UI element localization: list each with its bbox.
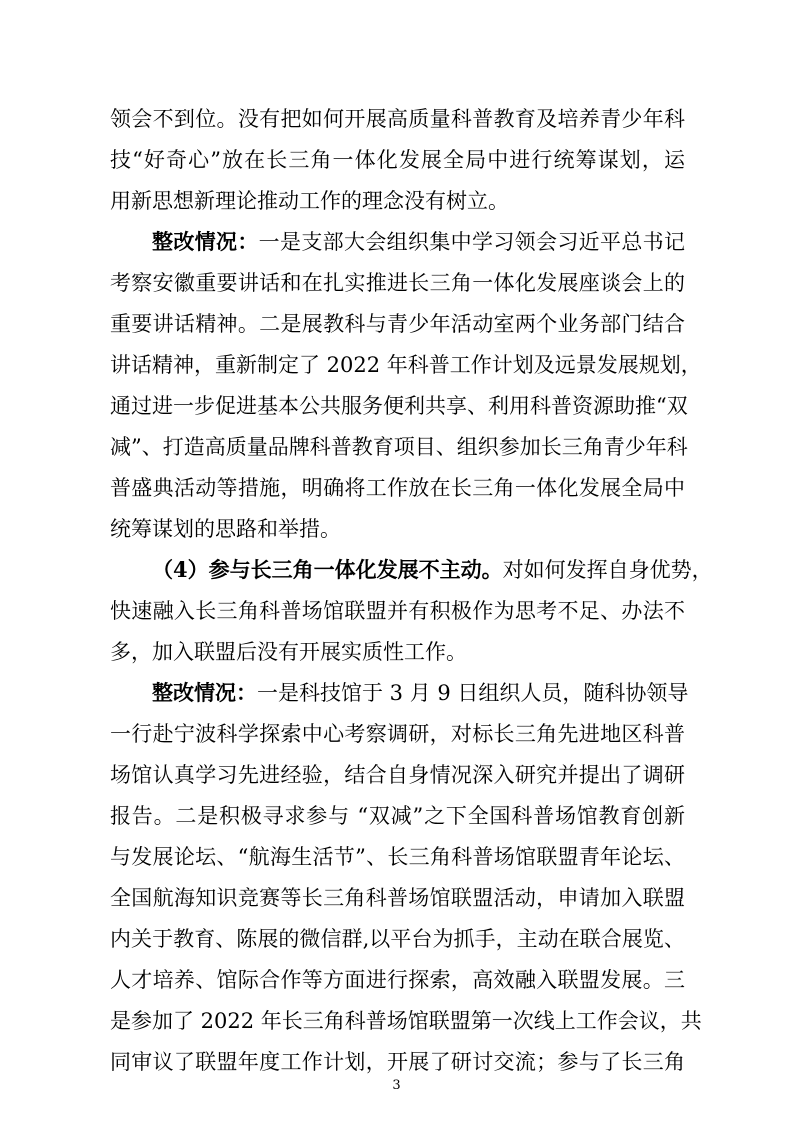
paragraph-4-line-10: 同审议了联盟年度工作计划，开展了研讨交流；参与了长三角 [110,1050,685,1074]
paragraph-2-line-6: 减”、打造高质量品牌科普教育项目、组织参加长三角青少年科 [110,435,688,459]
issue-heading: （4）参与长三角一体化发展不主动。 [152,557,503,582]
paragraph-2-line-3: 重要讲话精神。二是展教科与青少年活动室两个业务部门结合 [110,312,685,336]
paragraph-1-line-2: 技“好奇心”放在长三角一体化发展全局中进行统筹谋划，运 [110,148,685,172]
paragraph-4-line-7: 内关于教育、陈展的微信群,以平台为抓手，主动在联合展览、 [110,927,685,951]
paragraph-2-line-5: 通过进一步促进基本公共服务便利共享、利用科普资源助推“双 [110,394,688,418]
paragraph-4-line-1: 整改情况：一是科技馆于 3 月 9 日组织人员，随科协领导 [152,680,689,705]
paragraph-4-line-4: 报告。二是积极寻求参与 “双减”之下全国科普场馆教育创新 [110,804,685,828]
paragraph-2-line-1: 整改情况：一是支部大会组织集中学习领会习近平总书记 [152,229,686,254]
paragraph-2-line-8: 统筹谋划的思路和举措。 [110,517,341,541]
paragraph-4-line-8: 人才培养、馆际合作等方面进行探索，高效融入联盟发展。三 [110,968,685,992]
paragraph-3-line-2: 快速融入长三角科普场馆联盟并有积极作为思考不足、办法不 [110,599,685,623]
paragraph-1-line-1: 领会不到位。没有把如何开展高质量科普教育及培养青少年科 [110,107,685,131]
paragraph-4-line-9: 是参加了 2022 年长三角科普场馆联盟第一次线上工作会议，共 [110,1009,702,1033]
paragraph-4-line-3: 场馆认真学习先进经验，结合自身情况深入研究并提出了调研 [110,763,685,787]
paragraph-4-line-2: 一行赴宁波科学探索中心考察调研，对标长三角先进地区科普 [110,722,685,746]
paragraph-2-line-7: 普盛典活动等措施，明确将工作放在长三角一体化发展全局中 [110,476,685,500]
rectification-heading: 整改情况： [152,229,259,254]
paragraph-3-line-1: （4）参与长三角一体化发展不主动。对如何发挥自身优势， [152,557,713,582]
rectification-heading: 整改情况： [152,680,257,705]
paragraph-4-line-5: 与发展论坛、“航海生活节”、长三角科普场馆联盟青年论坛、 [110,845,685,869]
paragraph-1-line-3: 用新思想新理论推动工作的理念没有树立。 [110,189,509,213]
paragraph-4-line-6: 全国航海知识竞赛等长三角科普场馆联盟活动，申请加入联盟 [110,886,685,910]
page-number: 3 [392,1078,401,1093]
paragraph-3-line-3: 多，加入联盟后没有开展实质性工作。 [110,640,467,664]
paragraph-2-line-2: 考察安徽重要讲话和在扎实推进长三角一体化发展座谈会上的 [110,271,685,295]
paragraph-2-line-4: 讲话精神，重新制定了 2022 年科普工作计划及远景发展规划， [110,353,702,377]
